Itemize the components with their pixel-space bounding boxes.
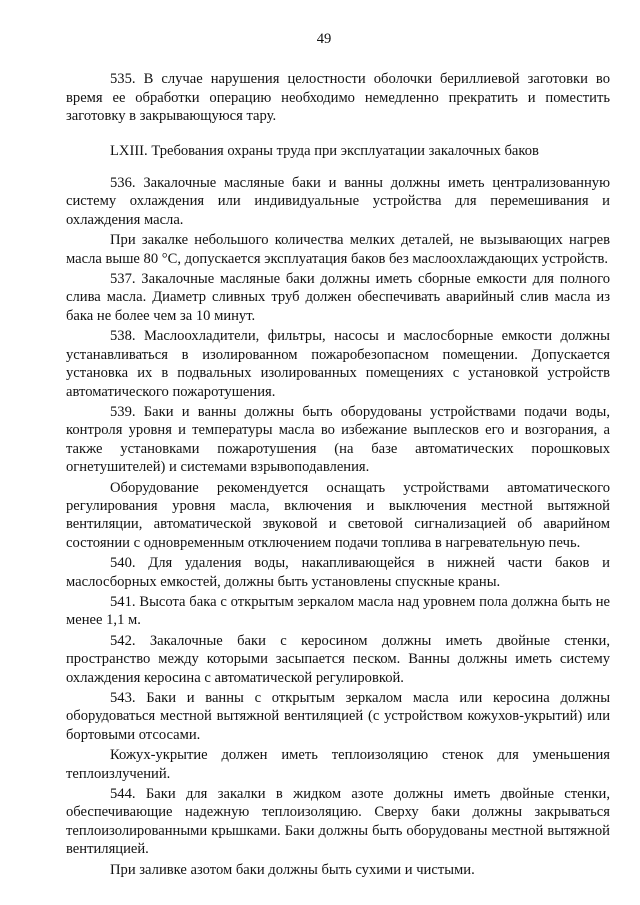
page-number: 49	[316, 31, 332, 47]
paragraph-540: 540. Для удаления воды, накапливающейся в нижней части баков и маслосборных емкостей, должны быть установлены спускные краны.	[66, 555, 610, 590]
paragraph-542: 542. Закалочные баки с керосином должны иметь двойные стенки, пространство между которыми засыпается песком. Ванны должны иметь систему охлаждения керосина с автоматической регулировкой.	[66, 632, 610, 686]
paragraph-544-note: При заливке азотом баки должны быть сухими и чистыми.	[110, 861, 475, 878]
paragraph-538: 538. Маслоохладители, фильтры, насосы и маслосборные емкости должны устанавливаться в изолированном пожаробезопасном помещении. Допускается установка их в подвальных изолированных помещениях с установкой устройств автоматического пожаротушения.	[66, 328, 610, 400]
paragraph-543: 543. Баки и ванны с открытым зеркалом масла или керосина должны оборудоваться местной вытяжной вентиляцией (с устройством кожухов-укрытий) или бортовыми отсосами.	[66, 690, 610, 743]
paragraph-544: 544. Баки для закалки в жидком азоте должны иметь двойные стенки, обеспечивающие надежную теплоизоляцию. Сверху баки должны закрываться теплоизолированными крышками. Баки должны быть оборудованы местной вытяжной вентиляцией.	[66, 786, 610, 858]
paragraph-535: 535. В случае нарушения целостности оболочки бериллиевой заготовки во время ее обработки операцию необходимо немедленно прекратить и поместить заготовку в закрывающуюся тару.	[66, 71, 610, 125]
paragraph-543-cover: Кожух-укрытие должен иметь теплоизоляцию стенок для уменьшения теплоизлучений.	[66, 747, 610, 782]
paragraph-539: 539. Баки и ванны должны быть оборудованы устройствами подачи воды, контроля уровня и температуры масла во избежание выплесков его и возгорания, а также установками пожаротушения (на базе автоматических порошковых огнетушителей) и системами взрывоподавления.	[66, 403, 610, 476]
paragraph-541: 541. Высота бака с открытым зеркалом масла над уровнем пола должна быть не менее 1,1 м.	[66, 593, 610, 629]
paragraph-537: 537. Закалочные масляные баки должны иметь сборные емкости для полного слива масла. Диаметр сливных труб должен обеспечивать аварийный слив масла из бака не более чем за 10 минут.	[66, 271, 610, 324]
section-heading: LXIII. Требования охраны труда при эксплуатации закалочных баков	[110, 142, 539, 159]
paragraph-536-note: При закалке небольшого количества мелких деталей, не вызывающих нагрев масла выше 80 °С, допускается эксплуатация баков без маслоохлаждающих устройств.	[66, 232, 610, 267]
paragraph-536: 536. Закалочные масляные баки и ванны должны иметь централизованную систему охлаждения или индивидуальные устройства для перемешивания и охлаждения масла.	[66, 175, 610, 228]
paragraph-539-equipment: Оборудование рекомендуется оснащать устройствами автоматического регулирования уровня масла, включения и выключения местной вытяжной вентиляции, автоматической звуковой и световой сигнализацией об аварийном состоянии с одновременным отключением подачи топлива в нагревательную печь.	[66, 479, 610, 551]
